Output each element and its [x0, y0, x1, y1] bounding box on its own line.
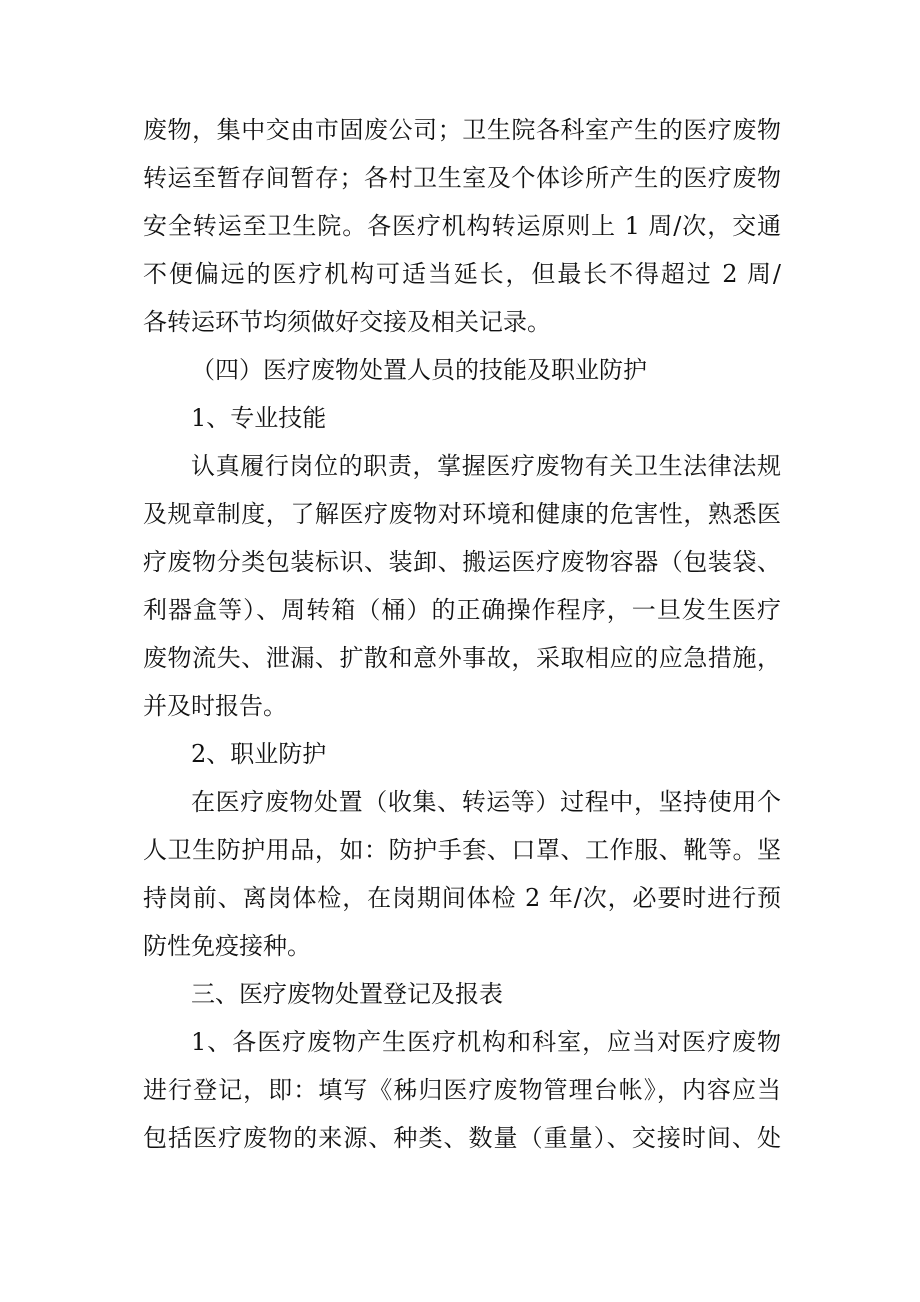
paragraph-line: 1、各医疗废物产生医疗机构和科室，应当对医疗废物: [191, 1028, 781, 1056]
paragraph-transfer-rules: [143, 106, 781, 346]
paragraph-line: 及规章制度，了解医疗废物对环境和健康的危害性，熟悉医: [143, 500, 781, 528]
document-body: [143, 106, 781, 1162]
paragraph-line: 并及时报告。: [143, 692, 287, 720]
heading-section-4: （四）医疗废物处置人员的技能及职业防护: [191, 356, 647, 384]
heading-section-3: 三、医疗废物处置登记及报表: [191, 980, 503, 1008]
paragraph-line: 废物流失、泄漏、扩散和意外事故，采取相应的应急措施，: [143, 644, 781, 672]
paragraph-occupational-protection: [143, 778, 781, 970]
paragraph-line: 防性免疫接种。: [143, 932, 311, 960]
paragraph-line: 各转运环节均须做好交接及相关记录。: [143, 308, 551, 336]
paragraph-line: 在医疗废物处置（收集、转运等）过程中，坚持使用个: [191, 788, 781, 816]
heading-professional-skills: 1、专业技能: [191, 404, 327, 432]
paragraph-line: 认真履行岗位的职责，掌握医疗废物有关卫生法律法规: [191, 452, 781, 480]
paragraph-line: 废物，集中交由市固废公司；卫生院各科室产生的医疗废物: [143, 116, 781, 144]
paragraph-line: 不便偏远的医疗机构可适当延长，但最长不得超过 2 周/: [143, 260, 781, 288]
paragraph-line: 利器盒等）、周转箱（桶）的正确操作程序，一旦发生医疗: [143, 596, 781, 624]
paragraph-line: 持岗前、离岗体检，在岗期间体检 2 年/次，必要时进行预: [143, 884, 781, 912]
paragraph-professional-skills: [143, 442, 781, 730]
paragraph-line: 进行登记，即：填写《秭归医疗废物管理台帐》，内容应当: [143, 1076, 781, 1104]
paragraph-line: 转运至暂存间暂存；各村卫生室及个体诊所产生的医疗废物: [143, 164, 781, 192]
paragraph-line: 安全转运至卫生院。各医疗机构转运原则上 1 周/次，交通: [143, 212, 781, 240]
paragraph-line: 人卫生防护用品，如：防护手套、口罩、工作服、靴等。坚: [143, 836, 781, 864]
paragraph-line: 疗废物分类包装标识、装卸、搬运医疗废物容器（包装袋、: [143, 548, 781, 576]
paragraph-line: 包括医疗废物的来源、种类、数量（重量）、交接时间、处: [143, 1124, 781, 1152]
heading-occupational-protection: 2、职业防护: [191, 740, 327, 768]
paragraph-registration: [143, 1018, 781, 1162]
